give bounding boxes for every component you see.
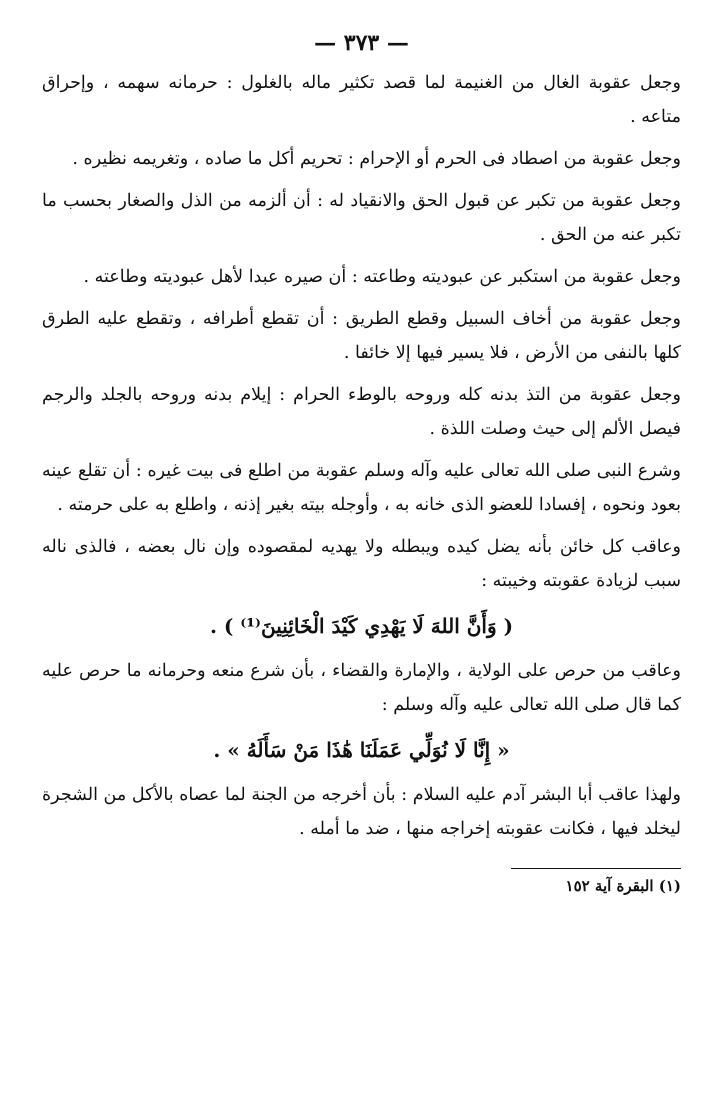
paragraph-leadership: وعاقب من حرص على الولاية ، والإمارة والقضاء ، بأن شرع منعه وحرمانه ما حرص عليه كما قال صلى الله تعالى عليه وآله وسلم : <box>42 661 681 715</box>
paragraph-servitude: وجعل عقوبة من استكبر عن عبوديته وطاعته : أن صيره عبدا لأهل عبوديته وطاعته . <box>83 267 681 287</box>
footnote: (١) البقرة آية ١٥٢ <box>565 877 681 895</box>
paragraph-zina: وجعل عقوبة من التذ بدنه كله وروحه بالوطء الحرام : إيلام بدنه وروحه بالجلد والرجم فيصل الألم إلى حيث وصلت اللذة . <box>42 385 681 439</box>
paragraph-arrogance: وجعل عقوبة من تكبر عن قبول الحق والانقياد له : أن ألزمه من الذل والصغار بحسب ما تكبر عنه من الحق . <box>42 191 681 245</box>
paragraph-traitor: وعاقب كل خائن بأنه يضل كيده ويبطله ولا يهديه لمقصوده وإن نال بعضه ، فالذى ناله سبب لزيادة عقوبته وخيبته : <box>42 537 681 591</box>
paragraph-haram-hunting: وجعل عقوبة من اصطاد فى الحرم أو الإحرام : تحريم أكل ما صاده ، وتغريمه نظيره . <box>72 149 681 169</box>
paragraph-highway: وجعل عقوبة من أخاف السبيل وقطع الطريق : أن تقطع أطرافه ، وتقطع عليه الطرق كلها بالنفى من الأرض ، فلا يسير فيها إلا خائفا . <box>42 309 681 363</box>
hadith-quote: « إِنَّا لَا نُوَلِّي عَمَلَنَا هَٰذَا مَنْ سَأَلَهُ » . <box>213 738 510 762</box>
page-number: — ٣٧٣ — <box>314 30 409 56</box>
paragraph-adam: ولهذا عاقب أبا البشر آدم عليه السلام : بأن أخرجه من الجنة لما عصاه بالأكل من الشجرة ليخلد فيها ، فكانت عقوبته إخراجه منها ، ضد ما أمله . <box>42 785 681 839</box>
quran-quote: ( وَأَنَّ اللهَ لَا يَهْدِي كَيْدَ الْخَائِنِينَ⁽¹⁾ ) . <box>209 614 514 638</box>
footnote-divider <box>511 868 681 869</box>
paragraph-ghal: وجعل عقوبة الغال من الغنيمة لما قصد تكثير ماله بالغلول : حرمانه سهمه ، وإحراق متاعه . <box>42 73 681 127</box>
paragraph-peeping: وشرع النبى صلى الله تعالى عليه وآله وسلم عقوبة من اطلع فى بيت غيره : أن تقلع عينه بعود ونحوه ، إفسادا للعضو الذى خانه به ، وأوجله بيته بغير إذنه ، واطلع به على حرمته . <box>42 461 681 515</box>
